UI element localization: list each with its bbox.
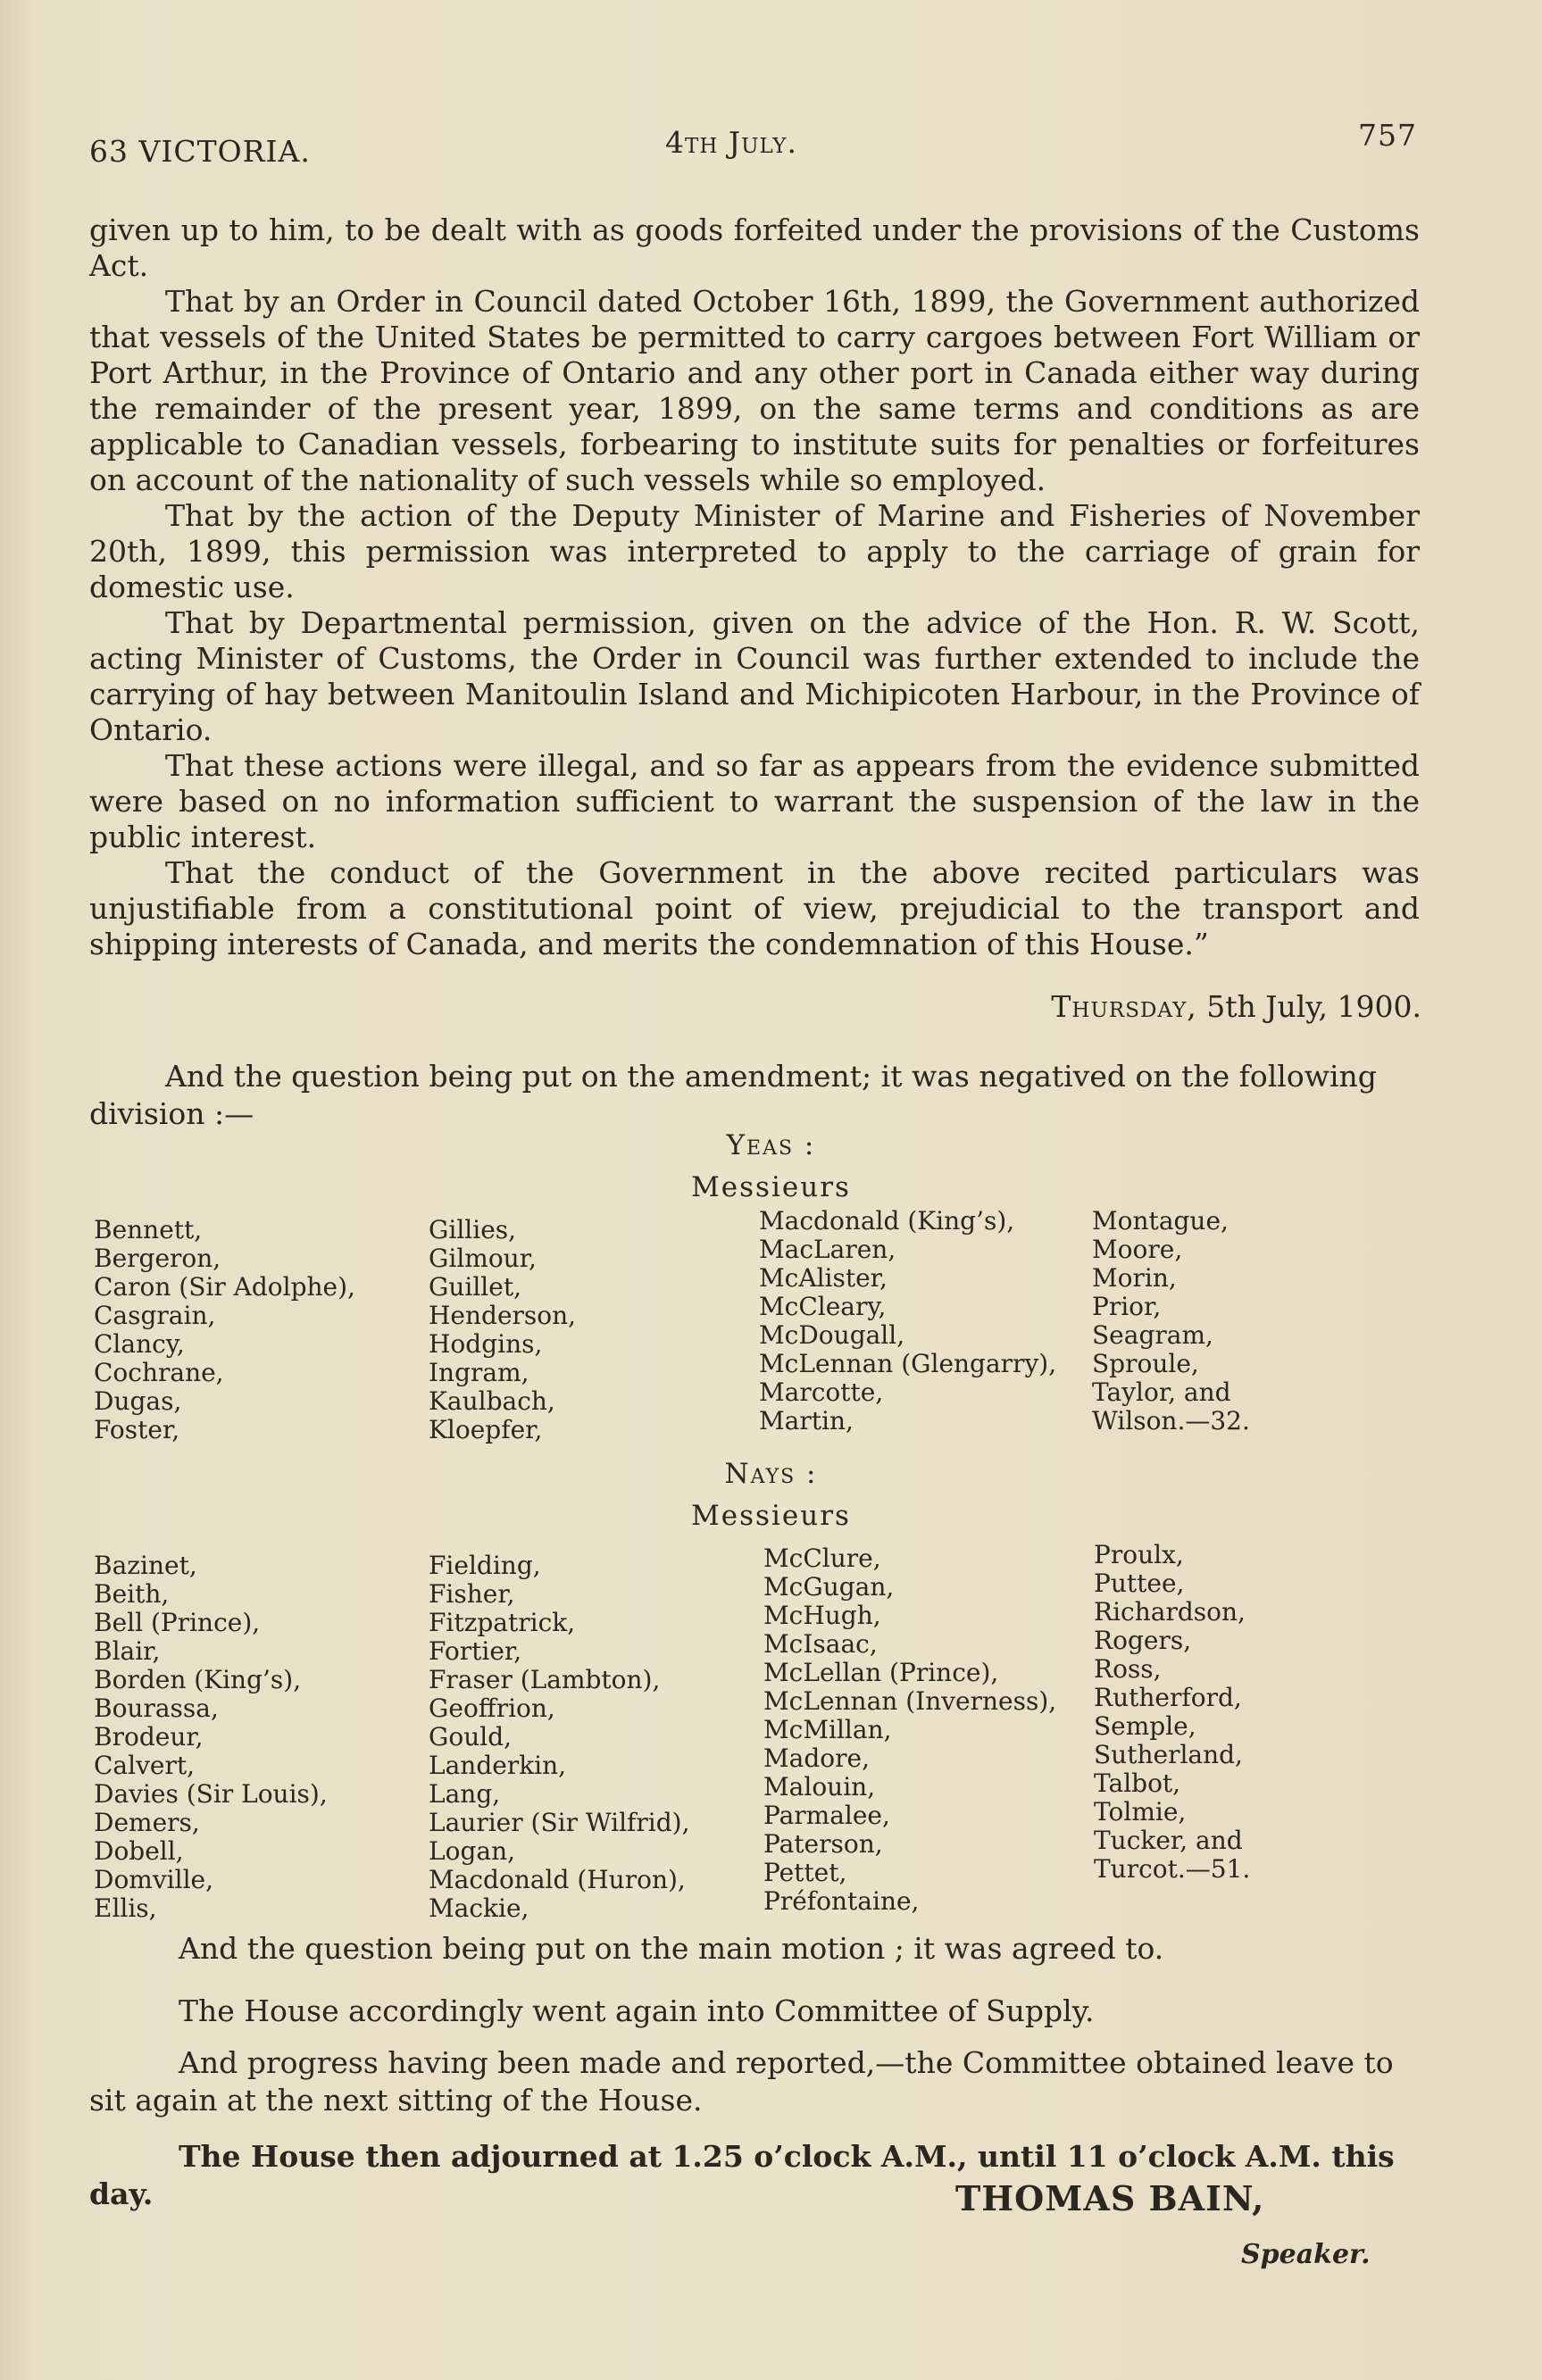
main-motion-text: And the question being put on the main motion ; it was agreed to. — [179, 1931, 1164, 1966]
nays-column — [763, 1544, 1056, 1916]
member-name: Fielding, — [429, 1551, 541, 1580]
running-header — [89, 118, 1417, 170]
member-name: Bergeron, — [94, 1244, 221, 1273]
member-name: Sproule, — [1092, 1349, 1199, 1378]
member-name: Mackie, — [429, 1893, 529, 1923]
body-paragraph: That these actions were illegal, and so far as appears from the evidence submitted were based on no information sufficient to warrant the suspension of the law in the public interest. — [89, 748, 1420, 854]
member-name: Fraser (Lambton), — [429, 1665, 661, 1694]
member-name: Seagram, — [1092, 1320, 1213, 1350]
member-name: Gilmour, — [429, 1244, 537, 1273]
speaker-title: Speaker. — [1241, 2239, 1371, 2270]
committee-text: The House accordingly went again into Committee of Supply. — [179, 1993, 1095, 2028]
member-name: Demers, — [94, 1808, 200, 1837]
member-name: McIsaac, — [763, 1629, 878, 1659]
member-name: Borden (King’s), — [94, 1665, 302, 1694]
member-name: Hodgins, — [429, 1329, 543, 1359]
member-name: Morin, — [1092, 1263, 1177, 1293]
body-paragraph: That by Departmental permission, given on the advice of the Hon. R. W. Scott, acting Minister of Customs, the Order in Council was further extended to include the carrying of hay between Manitoulin Island and Michipicoten Harbour, in the Province of Ontario. — [89, 605, 1420, 747]
member-name: Rogers, — [1094, 1626, 1192, 1655]
member-name: Brodeur, — [94, 1722, 204, 1752]
session-label: 63 VICTORIA. — [89, 134, 311, 169]
member-name: Parmalee, — [763, 1801, 890, 1830]
member-name: Bazinet, — [94, 1551, 197, 1580]
member-name: Fisher, — [429, 1579, 515, 1609]
member-name: Tolmie, — [1094, 1797, 1187, 1827]
member-name: Ross, — [1094, 1654, 1162, 1684]
member-name: Macdonald (Huron), — [429, 1865, 686, 1894]
amendment-question: And the question being put on the amendment; it was negatived on the following division :— — [89, 1059, 1377, 1131]
body-paragraph: That the conduct of the Government in the above recited particulars was unjustifiable from a constitutional point of view, prejudicial to the transport and shipping interests of Canada, and merits the condemnation of this House.” — [89, 855, 1420, 961]
member-name: Beith, — [94, 1579, 170, 1609]
resolution-text — [89, 212, 1420, 962]
member-name: Moore, — [1092, 1235, 1183, 1264]
member-name: Talbot, — [1094, 1768, 1181, 1798]
member-name: McMillan, — [763, 1715, 892, 1744]
member-name: McLennan (Glengarry), — [759, 1349, 1057, 1378]
member-name: Clancy, — [94, 1329, 185, 1359]
yeas-list — [94, 1206, 1433, 1457]
nays-column — [429, 1552, 690, 1923]
member-name: Montague, — [1092, 1206, 1229, 1236]
speaker-name: THOMAS BAIN, — [955, 2178, 1265, 2218]
member-name: Semple, — [1094, 1711, 1196, 1741]
member-name: Sutherland, — [1094, 1740, 1243, 1769]
member-name: Henderson, — [429, 1301, 577, 1330]
member-name: McClure, — [763, 1544, 881, 1573]
member-name: Malouin, — [763, 1772, 876, 1802]
nays-heading: Nays : — [724, 1458, 818, 1490]
member-name: McLellan (Prince), — [763, 1658, 999, 1687]
member-name: McGugan, — [763, 1572, 895, 1602]
member-name: Davies (Sir Louis), — [94, 1779, 328, 1809]
body-paragraph: That by the action of the Deputy Minister of Marine and Fisheries of November 20th, 1899, this permission was interpreted to apply to the carriage of grain for domestic use. — [89, 498, 1420, 604]
member-name: McHugh, — [763, 1601, 881, 1630]
member-name: Kaulbach, — [429, 1386, 555, 1416]
dateline — [1051, 989, 1421, 1024]
member-name: Turcot.—51. — [1094, 1854, 1251, 1884]
member-name: Bell (Prince), — [94, 1608, 261, 1637]
member-name: Kloepfer, — [429, 1415, 543, 1444]
date-label: 4th July. — [665, 125, 797, 160]
member-name: Casgrain, — [94, 1301, 216, 1330]
yeas-subheading: Messieurs — [691, 1171, 851, 1203]
member-name: Martin, — [759, 1406, 854, 1435]
member-name: Madore, — [763, 1743, 870, 1773]
member-name: Préfontaine, — [763, 1886, 920, 1916]
member-name: Proulx, — [1094, 1540, 1184, 1569]
member-name: MacLaren, — [759, 1235, 896, 1264]
member-name: McCleary, — [759, 1292, 887, 1321]
nays-subheading: Messieurs — [691, 1500, 851, 1532]
progress-text: And progress having been made and reported,—the Committee obtained leave to sit again at the next sitting of the House. — [89, 2045, 1394, 2118]
member-name: Prior, — [1092, 1292, 1162, 1321]
member-name: McLennan (Inverness), — [763, 1686, 1057, 1716]
member-name: Ingram, — [429, 1358, 529, 1387]
member-name: Dobell, — [94, 1836, 184, 1866]
yeas-column — [429, 1216, 576, 1444]
member-name: Caron (Sir Adolphe), — [94, 1272, 355, 1302]
nays-column — [1094, 1541, 1250, 1884]
yeas-column — [1092, 1207, 1250, 1435]
member-name: Laurier (Sir Wilfrid), — [429, 1808, 690, 1837]
member-name: Fitzpatrick, — [429, 1608, 576, 1637]
member-name: Paterson, — [763, 1829, 883, 1859]
member-name: Fortier, — [429, 1636, 522, 1666]
member-name: Gould, — [429, 1722, 513, 1752]
page-number: 757 — [1358, 118, 1417, 153]
member-name: Bennett, — [94, 1215, 203, 1244]
member-name: Pettet, — [763, 1858, 847, 1887]
nays-column — [94, 1552, 328, 1923]
member-name: McDougall, — [759, 1320, 905, 1350]
yeas-column — [759, 1207, 1056, 1435]
member-name: Domville, — [94, 1865, 214, 1894]
member-name: Bourassa, — [94, 1693, 219, 1723]
member-name: Ellis, — [94, 1893, 157, 1923]
member-name: Dugas, — [94, 1386, 182, 1416]
nays-list — [94, 1540, 1433, 1926]
yeas-heading: Yeas : — [726, 1129, 816, 1161]
member-name: Gillies, — [429, 1215, 517, 1244]
member-name: Marcotte, — [759, 1377, 884, 1407]
member-name: Rutherford, — [1094, 1683, 1242, 1712]
member-name: Richardson, — [1094, 1597, 1246, 1627]
member-name: Cochrane, — [94, 1358, 224, 1387]
member-name: Wilson.—32. — [1092, 1406, 1250, 1435]
member-name: Taylor, and — [1092, 1377, 1231, 1407]
member-name: Geoffrion, — [429, 1693, 555, 1723]
member-name: Logan, — [429, 1836, 516, 1866]
member-name: Guillet, — [429, 1272, 521, 1302]
member-name: Tucker, and — [1094, 1826, 1243, 1855]
dateline-day: Thursday, — [1051, 989, 1197, 1024]
dateline-date: 5th July, 1900. — [1206, 989, 1421, 1024]
yeas-column — [94, 1216, 355, 1444]
member-name: Calvert, — [94, 1751, 195, 1780]
member-name: Blair, — [94, 1636, 161, 1666]
member-name: Landerkin, — [429, 1751, 567, 1780]
adjournment-text: The House then adjourned at 1.25 o’clock A.M., until 11 o’clock A.M. this day. — [89, 2139, 1395, 2211]
body-paragraph: given up to him, to be dealt with as goods forfeited under the provisions of the Customs Act. — [89, 212, 1420, 283]
member-name: McAlister, — [759, 1263, 888, 1293]
member-name: Macdonald (King’s), — [759, 1206, 1015, 1236]
member-name: Foster, — [94, 1415, 180, 1444]
member-name: Lang, — [429, 1779, 501, 1809]
member-name: Puttee, — [1094, 1569, 1185, 1598]
body-paragraph: That by an Order in Council dated October 16th, 1899, the Government authorized that vessels of the United States be permitted to carry cargoes between Fort William or Port Arthur, in the Province of Ontario and any other port in Canada either way during the remainder of the present year, 1899, on the same terms and conditions as are applicable to Canadian vessels, forbearing to institute suits for penalties or forfeitures on account of the nationality of such vessels while so employed. — [89, 284, 1420, 497]
